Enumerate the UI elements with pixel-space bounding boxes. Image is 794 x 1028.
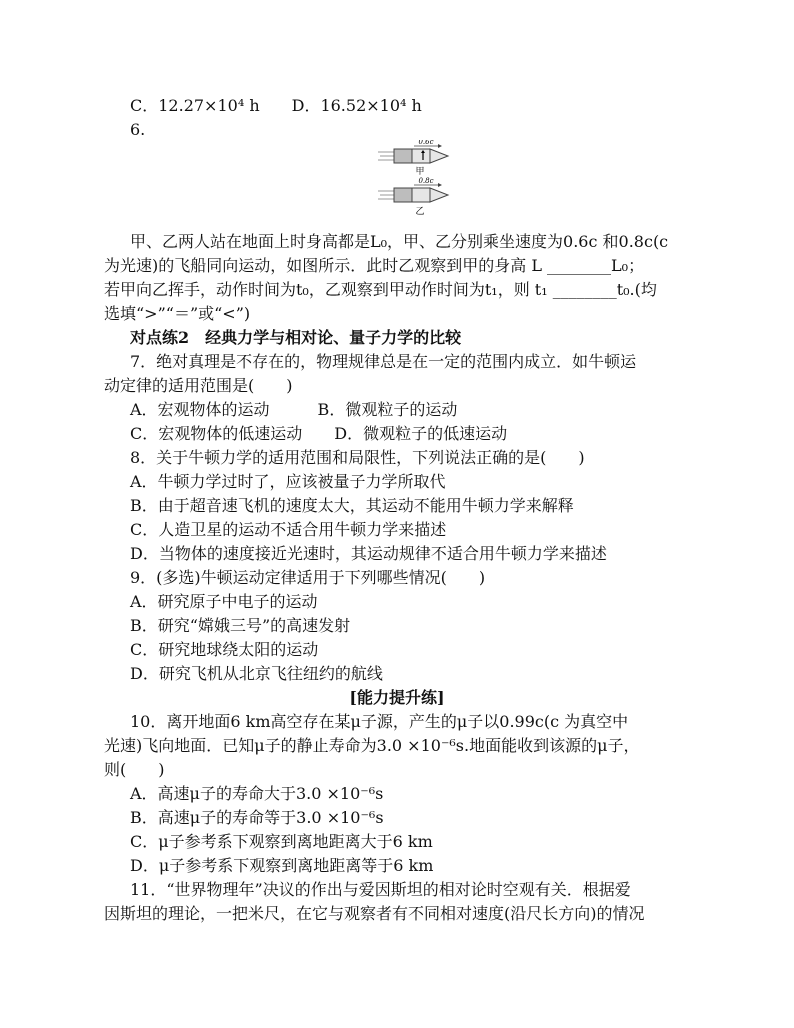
q10-stem-line-3: 则( ): [104, 760, 165, 779]
q6-text-line-3: 若甲向乙挥手，动作时间为t₀，乙观察到甲动作时间为t₁，则 t₁ ________t₀.(均: [104, 280, 657, 299]
speed-label-yi: 0.8c: [418, 177, 434, 185]
q11-stem-line-2: 因斯坦的理论，一把米尺，在它与观察者有不同相对速度(沿尺长方向)的情况: [104, 904, 645, 923]
q9-stem: 9．(多选)牛顿运动定律适用于下列哪些情况( ): [130, 568, 486, 587]
q9-option-b: B．研究“嫦娥三号”的高速发射: [130, 616, 351, 635]
q8-option-a: A．牛顿力学过时了，应该被量子力学所取代: [130, 472, 446, 491]
q6-text-line-2: 为光速)的飞船同向运动，如图所示．此时乙观察到甲的身高 L ________L₀；: [104, 256, 645, 275]
ship-label-jia: 甲: [415, 167, 425, 177]
section-heading-ability: [能力提升练]: [349, 688, 445, 707]
q10-stem-line-2: 光速)飞向地面．已知μ子的静止寿命为3.0 ×10⁻⁶s.地面能收到该源的μ子，: [104, 736, 640, 755]
q7-stem-line-2: 动定律的适用范围是( ): [104, 376, 293, 395]
q10-option-a: A．高速μ子的寿命大于3.0 ×10⁻⁶s: [130, 784, 384, 803]
ship-yi: [378, 177, 448, 217]
q10-option-b: B．高速μ子的寿命等于3.0 ×10⁻⁶s: [130, 808, 384, 827]
ship-label-yi: 乙: [415, 207, 425, 217]
q9-option-a: A．研究原子中电子的运动: [130, 592, 318, 611]
spaceship-figure: [376, 140, 456, 218]
q6-text-line-1: 甲、乙两人站在地面上时身高都是L₀，甲、乙分别乘坐速度为0.6c 和0.8c(c: [130, 232, 669, 251]
q7-options-ab: A．宏观物体的运动 B．微观粒子的运动: [130, 400, 458, 419]
q7-stem-line-1: 7．绝对真理是不存在的，物理规律总是在一定的范围内成立．如牛顿运: [130, 352, 637, 371]
q8-option-d: D．当物体的速度接近光速时，其运动规律不适合用牛顿力学来描述: [130, 544, 607, 563]
option-c-d-q5: C．12.27×10⁴ h D．16.52×10⁴ h: [130, 96, 422, 115]
q7-options-cd: C．宏观物体的低速运动 D．微观粒子的低速运动: [130, 424, 508, 443]
q10-option-d: D．μ子参考系下观察到离地距离等于6 km: [130, 856, 434, 875]
section-heading-2: 对点练2 经典力学与相对论、量子力学的比较: [130, 328, 462, 347]
speed-label-jia: 0.6c: [418, 140, 434, 146]
q8-stem: 8．关于牛顿力学的适用范围和局限性，下列说法正确的是( ): [130, 448, 585, 467]
q9-option-d: D．研究飞机从北京飞往纽约的航线: [130, 664, 383, 683]
q8-option-b: B．由于超音速飞机的速度太大，其运动不能用牛顿力学来解释: [130, 496, 574, 515]
q11-stem-line-1: 11．“世界物理年”决议的作出与爱因斯坦的相对论时空观有关．根据爱: [130, 880, 631, 899]
q10-stem-line-1: 10．离开地面6 km高空存在某μ子源，产生的μ子以0.99c(c 为真空中: [130, 712, 629, 731]
q10-option-c: C．μ子参考系下观察到离地距离大于6 km: [130, 832, 433, 851]
q6-text-line-4: 选填“>”“＝”或“<”): [104, 304, 251, 323]
ship-jia: [378, 140, 448, 177]
q9-option-c: C．研究地球绕太阳的运动: [130, 640, 319, 659]
q8-option-c: C．人造卫星的运动不适合用牛顿力学来描述: [130, 520, 447, 539]
question-6-number: 6.: [130, 120, 146, 139]
